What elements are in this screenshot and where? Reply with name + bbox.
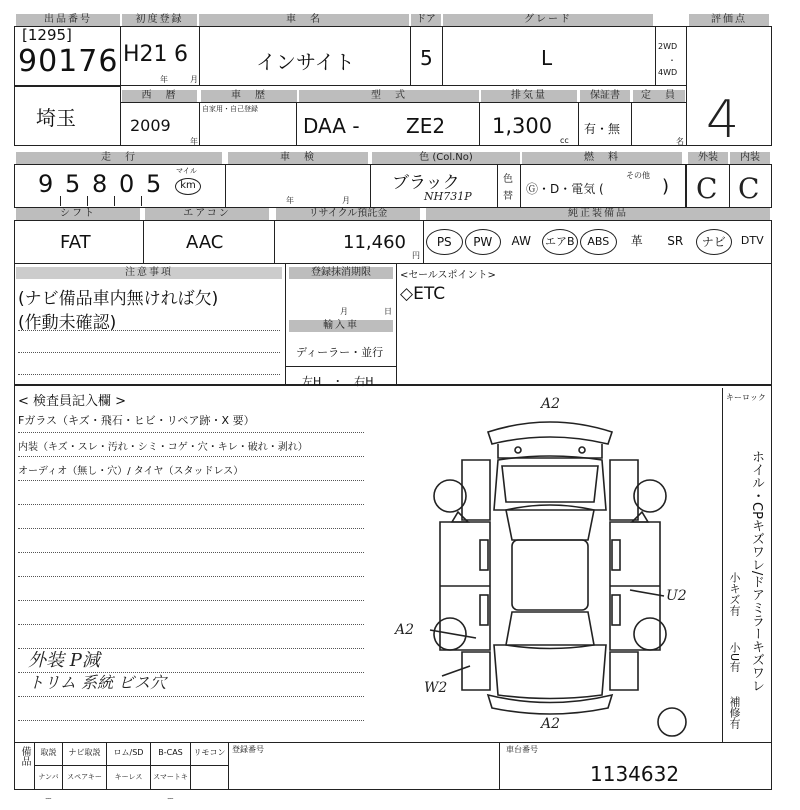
mileage-label: 走 行 [16,152,222,164]
footer-item-top: B-CAS [150,742,190,766]
month-unit: 月 [190,75,198,84]
damage-rear: A2 [541,716,561,732]
year-label: 西 暦 [122,90,197,102]
inspection-label: 車 検 [228,152,368,164]
model-prefix: DAA - [303,114,360,138]
inspection-line [18,624,364,625]
note-line [18,330,280,331]
notes-label: 注意事項 [16,267,282,279]
mileage-separator [141,196,142,206]
lot-label: 出品番号 [16,14,120,26]
reg-deadline-day: 日 [384,307,392,316]
warranty: 有・無 [584,122,621,136]
cc-unit: cc [560,136,569,145]
footer-item-bottom: ナンバー [34,766,62,790]
lot-number: 90176 [18,44,119,79]
shift: FAT [60,232,91,253]
recycle-amount: 11,460 [343,232,406,253]
footer-item-top: ロム/SD [106,742,150,766]
shift-label: シフト [16,208,140,220]
mileage-separator [87,196,88,206]
legend-side-note: ホイル・CPキズワレ/ドアミラーキズワレ [749,450,764,693]
inspection-line [18,696,364,697]
footer-side-label: 備品 [19,746,30,766]
legend-1: 小キズ有 [728,572,741,616]
inspection-line [18,504,364,505]
handle-side: 左H ・ 右H [302,375,374,388]
mileage-digit: 5 [146,170,162,198]
inspection-line [18,720,364,721]
inspection-line [18,480,364,481]
handwritten-note-2: トリム 系統 ビス穴 [28,673,167,692]
inspection-line-1: Fガラス（キズ・飛石・ヒビ・リペア跡・X 要） [18,414,255,427]
interior-label: 内装 [730,152,770,164]
keyrock-label: キーロック [726,393,766,402]
capacity-label: 定 員 [633,90,685,102]
inspection-line [18,576,364,577]
model-label: 型 式 [299,90,479,102]
first-reg-month: 6 [174,42,188,67]
mileage-separator [114,196,115,206]
reg-number-box [228,742,500,790]
mileage-unit: km [175,178,201,195]
fuel-close: ) [662,176,670,197]
dealer-parallel: ディーラー・並行 [296,346,384,359]
ac: AAC [186,232,224,253]
reg-deadline-month: 月 [340,307,348,316]
capacity-unit: 名 [676,137,684,146]
eval-label: 評価点 [689,14,769,26]
note-1: (ナビ備品車内無ければ欠) [18,289,219,309]
inspection-line [18,456,364,457]
door-label: ドア [411,14,441,26]
chassis-number: 1134632 [590,762,680,786]
exterior-grade: C [696,172,718,205]
reg-number-label: 登録番号 [232,745,264,754]
score-value: 4 [706,90,740,150]
equipment-item: エアB [542,229,579,255]
legend-3: 補修有 [728,696,741,729]
damage-front: A2 [541,396,561,412]
equipment-item: ナビ [696,229,733,255]
reg-deadline-label: 登録抹消期限 [289,267,393,279]
equipment-item: 革 [630,234,643,248]
grade: L [541,46,553,70]
reg-label: 初度登録 [122,14,197,26]
inspection-line-3: オーディオ（無し・穴）/ タイヤ（スタッドレス） [18,466,244,477]
model-code: ZE2 [406,114,446,138]
equipment-item: AW [511,234,531,248]
inspection-line [18,552,364,553]
drive-4wd: 4WD [658,68,678,77]
import-label: 輸入車 [289,320,393,332]
note-line [18,374,280,375]
footer-item-bottom [190,766,228,790]
handwritten-note-1: 外装 P減 [28,650,100,671]
displacement-label: 排気量 [481,90,577,102]
damage-left-lower: W2 [424,680,448,696]
mileage-digit: 0 [119,170,135,198]
inspection-line-2: 内装（キズ・スレ・汚れ・シミ・コゲ・穴・キレ・破れ・剥れ） [18,442,308,453]
note-2: (作動未確認) [18,313,117,333]
mileage-unit-top: マイル [176,167,197,175]
footer-item-top: ナビ取説 [62,742,106,766]
history-label: 車 歴 [201,90,297,102]
ac-label: エアコン [145,208,269,220]
warranty-label: 保証書 [580,90,630,102]
sales-box [396,263,772,385]
footer-item-bottom: スマートキー [150,766,190,790]
region: 埼玉 [36,106,76,130]
inspection-line [18,600,364,601]
fuel-options: Ⓖ・D・電気 ( [526,182,604,196]
damage-left: A2 [395,622,415,638]
recycle-label: リサイクル預託金 [276,208,420,220]
damage-right: U2 [666,588,687,604]
grade-label: グレード [443,14,653,26]
insp-month: 月 [342,196,350,205]
first-reg-era: H21 [123,42,168,67]
equipment-item: DTV [740,234,764,247]
footer-item-top: 取説 [34,742,62,766]
inspection-line [18,432,364,433]
note-line [18,352,280,353]
sales-point: ◇ETC [400,284,446,304]
footer-item-top: リモコン [190,742,228,766]
mileage-digit: 9 [38,170,54,198]
equipment-item: ABS [580,229,617,255]
insp-year: 年 [286,196,294,205]
exterior-label: 外装 [688,152,728,164]
mileage-digit: 5 [65,170,81,198]
displacement: 1,300 [492,114,553,138]
chassis-label: 車台番号 [506,745,538,754]
model-year: 2009 [130,116,171,135]
divider [285,366,397,367]
inspection-line [18,528,364,529]
equipment-item: PS [426,229,463,255]
legend-2: 小U有 [728,642,741,673]
equipment-item: SR [667,234,684,248]
model-year-suffix: 年 [190,137,198,146]
color-change-1: 色 [503,174,513,185]
color-name: ブラック [392,173,460,193]
car-name: インサイト [256,50,355,74]
name-label: 車 名 [199,14,409,26]
drive-2wd: 2WD [658,42,678,51]
equipment-label: 純正装備品 [426,208,770,220]
mileage-separator [60,196,61,206]
color-change-2: 替 [503,191,513,202]
footer-item-bottom: キーレス [106,766,150,790]
lot-bracket: [1295] [22,26,72,44]
footer-item-bottom: スペアキー [62,766,106,790]
color-code: NH731P [424,190,472,203]
fuel-other: その他 [626,171,650,180]
history-note: 自家用・自己登録 [202,105,258,113]
year-unit: 年 [160,75,168,84]
interior-grade: C [738,172,760,205]
equipment-item: PW [465,229,502,255]
sales-label: <セールスポイント> [400,270,496,281]
fuel-label: 燃 料 [522,152,682,164]
legend-column [722,388,772,743]
mileage-digit: 8 [92,170,108,198]
door-count: 5 [420,46,433,70]
color-label: 色 (Col.No) [372,152,520,164]
inspector-label: < 検査員記入欄 > [18,394,127,409]
yen-unit: 円 [412,251,420,260]
drive-dot: ・ [668,56,676,65]
